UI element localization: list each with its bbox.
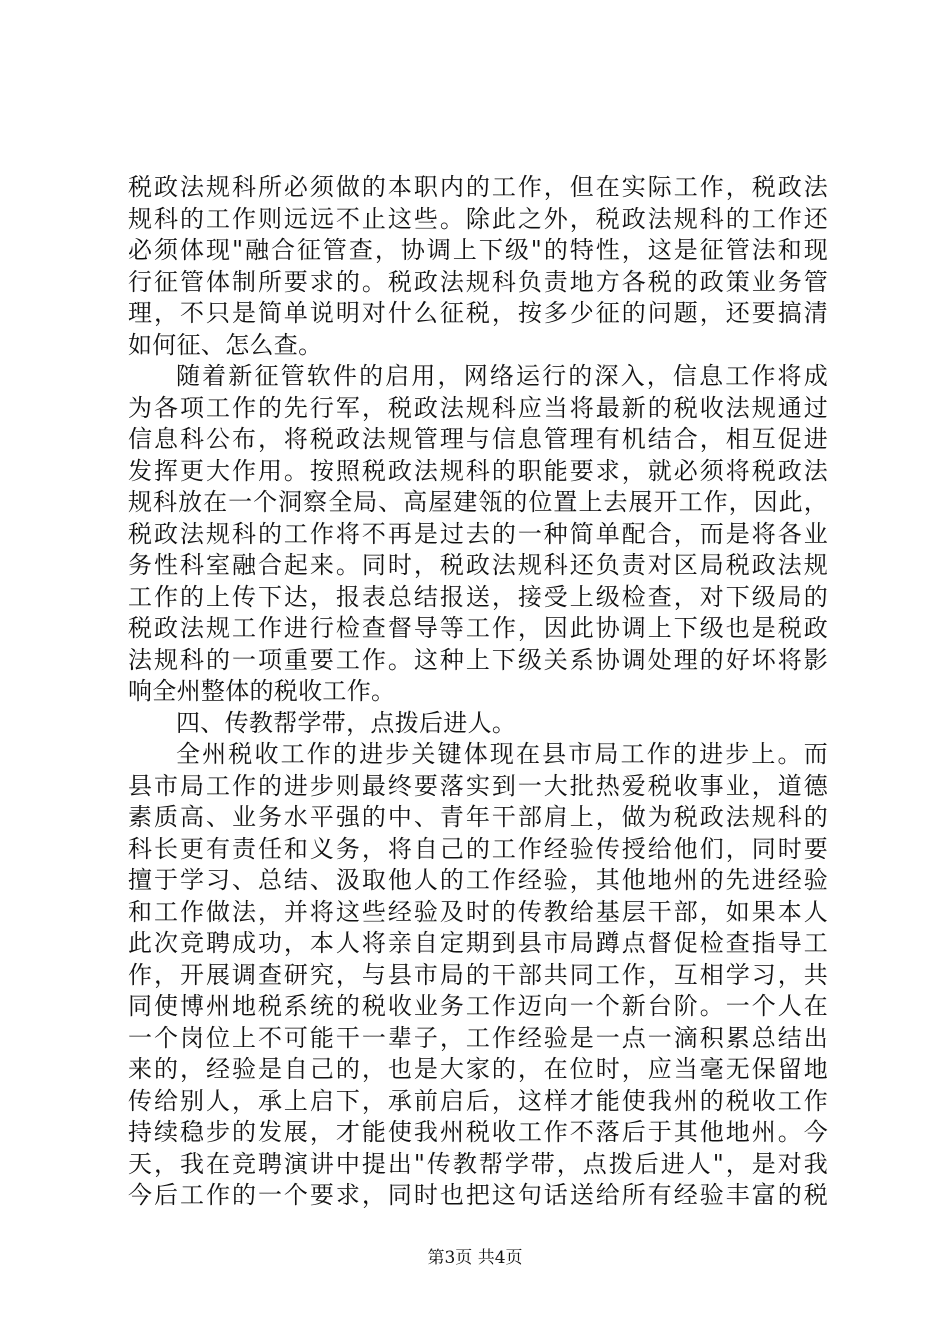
text-line: 持续稳步的发展，才能使我州税收工作不落后于其他地州。今 — [128, 1118, 828, 1146]
text-line: 同使博州地税系统的税收业务工作迈向一个新台阶。一个人在 — [128, 992, 828, 1020]
text-line: 税政法规工作进行检查督导等工作，因此协调上下级也是税政 — [128, 614, 828, 642]
text-line: 行征管体制所要求的。税政法规科负责地方各税的政策业务管 — [128, 267, 828, 296]
text-line: 发挥更大作用。按照税政法规科的职能要求，就必须将税政法 — [128, 456, 828, 485]
text-line: 规科放在一个洞察全局、高屋建瓴的位置上去展开工作，因此， — [128, 488, 828, 516]
text-line: 为各项工作的先行军，税政法规科应当将最新的税收法规通过 — [128, 393, 828, 422]
text-line: 今后工作的一个要求，同时也把这句话送给所有经验丰富的税 — [128, 1181, 828, 1209]
text-line: 务性科室融合起来。同时，税政法规科还负责对区局税政法规 — [128, 551, 828, 579]
text-line: 规科的工作则远远不止这些。除此之外，税政法规科的工作还 — [128, 204, 828, 233]
text-line: 作，开展调查研究，与县市局的干部共同工作，互相学习，共 — [128, 960, 828, 989]
text-line: 素质高、业务水平强的中、青年干部肩上，做为税政法规科的 — [128, 803, 828, 831]
text-line: 此次竞聘成功，本人将亲自定期到县市局蹲点督促检查指导工 — [128, 929, 828, 957]
text-line: 来的，经验是自己的，也是大家的，在位时，应当毫无保留地 — [128, 1055, 828, 1083]
text-line: 和工作做法，并将这些经验及时的传教给基层干部，如果本人 — [128, 897, 828, 926]
text-line: 县市局工作的进步则最终要落实到一大批热爱税收事业，道德 — [128, 771, 828, 800]
text-line: 一个岗位上不可能干一辈子，工作经验是一点一滴积累总结出 — [128, 1023, 828, 1052]
text-line: 理，不只是简单说明对什么征税，按多少征的问题，还要搞清 — [128, 299, 828, 327]
text-line: 工作的上传下达，报表总结报送，接受上级检查，对下级局的 — [128, 582, 828, 611]
text-line: 随着新征管软件的启用，网络运行的深入，信息工作将成 — [176, 362, 828, 390]
text-line: 擅于学习、总结、汲取他人的工作经验，其他地州的先进经验 — [128, 866, 828, 894]
text-line: 天，我在竞聘演讲中提出"传教帮学带，点拨后进人"，是对我 — [128, 1149, 828, 1178]
text-line: 科长更有责任和义务，将自己的工作经验传授给他们，同时要 — [128, 834, 828, 863]
text-line: 税政法规科的工作将不再是过去的一种简单配合，而是将各业 — [128, 519, 828, 548]
text-line: 传给别人，承上启下，承前启后，这样才能使我州的税收工作 — [128, 1086, 828, 1115]
page-number-footer: 第3页 共4页 — [427, 1248, 523, 1268]
document-body — [128, 172, 828, 1212]
text-line: 税政法规科所必须做的本职内的工作，但在实际工作，税政法 — [128, 173, 828, 201]
text-line: 全州税收工作的进步关键体现在县市局工作的进步上。而 — [176, 740, 828, 768]
text-line: 如何征、怎么查。 — [128, 330, 323, 359]
text-line: 法规科的一项重要工作。这种上下级关系协调处理的好坏将影 — [128, 645, 828, 674]
text-line: 响全州整体的税收工作。 — [128, 677, 396, 705]
text-line: 信息科公布，将税政法规管理与信息管理有机结合，相互促进 — [128, 425, 828, 453]
text-line: 四、传教帮学带，点拨后进人。 — [176, 708, 517, 737]
text-line: 必须体现"融合征管查，协调上下级"的特性，这是征管法和现 — [128, 236, 828, 264]
